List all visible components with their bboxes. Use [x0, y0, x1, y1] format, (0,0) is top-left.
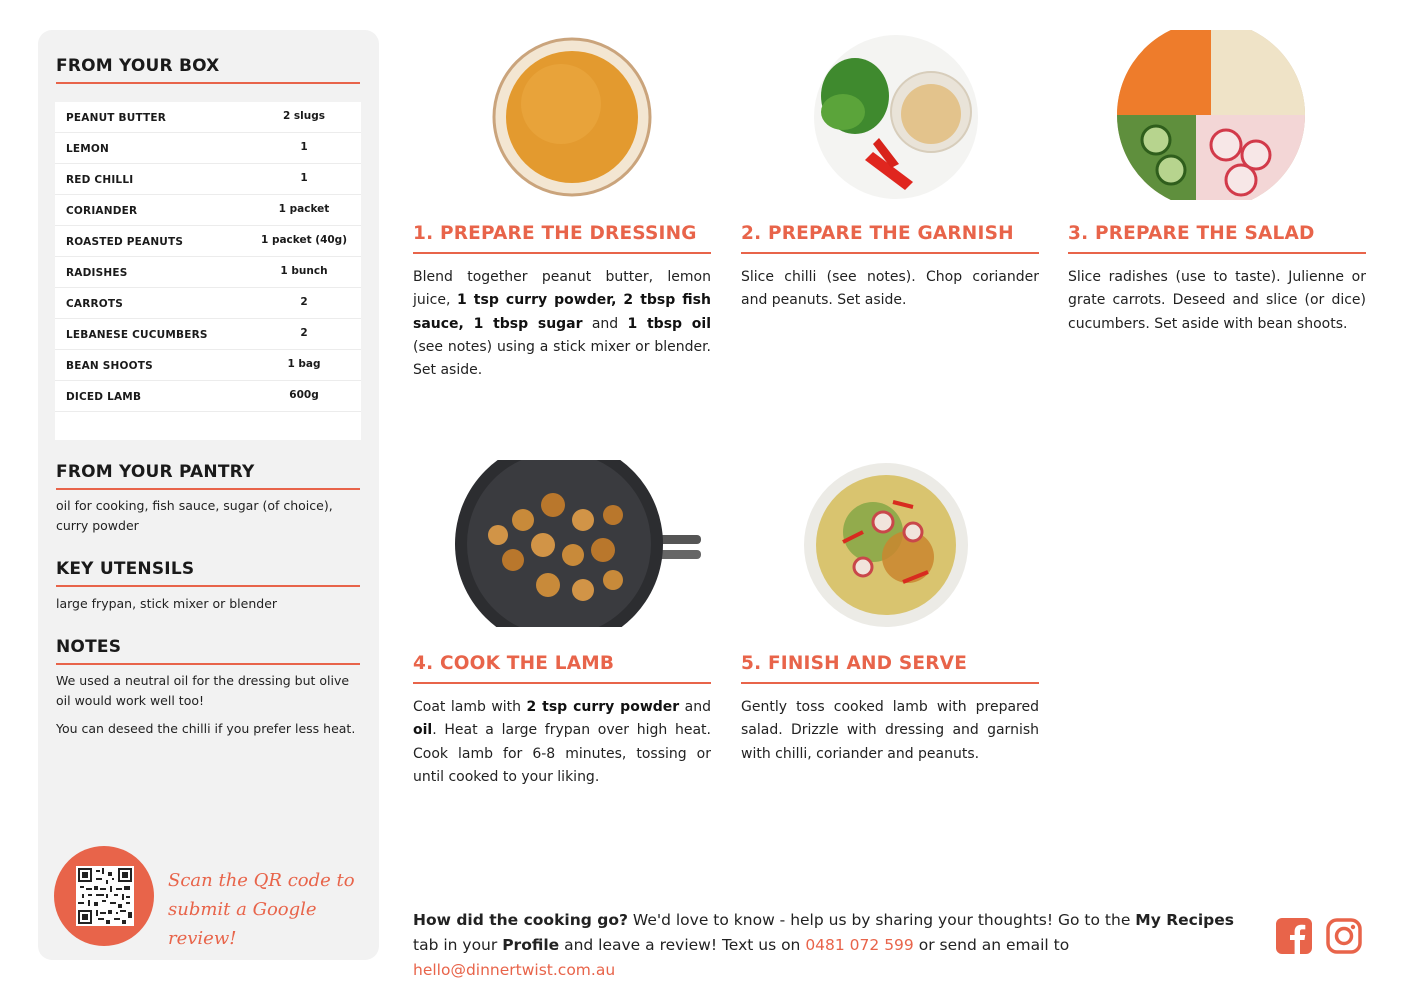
pantry-title-rule: [56, 488, 360, 490]
ingredient-qty: 1 packet: [278, 203, 330, 215]
step-text: Gently toss cooked lamb with prepared salad. Drizzle with dressing and garnish with chilli, coriander and peanuts.: [741, 699, 1039, 762]
facebook-icon[interactable]: [1276, 918, 1312, 954]
note-item: You can deseed the chilli if you prefer less heat.: [56, 721, 356, 736]
ingredient-name: RED CHILLI: [66, 174, 134, 186]
ingredient-name: DICED LAMB: [66, 391, 142, 403]
ingredient-row: [55, 319, 361, 350]
step-text: and: [582, 315, 628, 332]
step-title: 5. FINISH AND SERVE: [741, 653, 968, 674]
step-text-bold: oil: [413, 722, 433, 739]
box-title: FROM YOUR BOX: [56, 56, 220, 76]
step-rule: [413, 682, 711, 684]
dressing-bowl-image: [491, 36, 653, 198]
instagram-icon[interactable]: [1326, 918, 1362, 954]
ingredient-name: LEMON: [66, 143, 110, 155]
ingredient-name: PEANUT BUTTER: [66, 112, 167, 124]
ingredient-qty: 2 slugs: [282, 110, 326, 122]
step-text-bold: 1 tsp curry powder, 2 tbsp fish sauce, 1 tbsp sugar: [413, 292, 711, 332]
notes-title-rule: [56, 663, 360, 665]
salad-ingredients-image: [1116, 30, 1306, 200]
step-2: [741, 30, 1039, 370]
ingredient-name: RADISHES: [66, 267, 128, 279]
ingredient-row: [55, 164, 361, 195]
step-rule: [741, 682, 1039, 684]
step-text: Slice chilli (see notes). Chop coriander and peanuts. Set aside.: [741, 269, 1039, 309]
step-3: [1068, 30, 1366, 370]
ingredient-row: [55, 350, 361, 381]
box-ingredients-table: [55, 102, 361, 440]
utensils-title: KEY UTENSILS: [56, 559, 195, 579]
step-text: Blend together peanut butter, lemon juice,: [413, 269, 711, 309]
notes-title: NOTES: [56, 637, 122, 657]
review-text: We'd love to know - help us by sharing your thoughts! Go to the: [627, 911, 1136, 929]
step-body: [1068, 266, 1366, 336]
qr-caption-line1: Scan the QR code to: [168, 870, 355, 891]
step-title: 3. PREPARE THE SALAD: [1068, 223, 1315, 244]
ingredients-panel: [38, 30, 379, 960]
ingredient-row: [55, 257, 361, 288]
qr-code-icon[interactable]: [76, 866, 134, 926]
step-body: [741, 266, 1039, 313]
box-title-rule: [56, 82, 360, 84]
ingredient-qty: 2: [300, 327, 308, 339]
qr-caption: [168, 866, 368, 953]
ingredient-name: CARROTS: [66, 298, 124, 310]
step-body: [741, 696, 1039, 766]
step-text: and: [679, 699, 711, 715]
ingredient-qty: 600g: [289, 389, 319, 401]
email-link[interactable]: hello@dinnertwist.com.au: [413, 961, 616, 979]
step-text: . Heat a large frypan over high heat. Cook lamb for 6-8 minutes, tossing or until cooked to your liking.: [413, 722, 711, 785]
my-recipes-label: My Recipes: [1135, 911, 1234, 929]
ingredient-qty: 1: [300, 141, 308, 153]
utensils-title-rule: [56, 585, 360, 587]
ingredient-name: LEBANESE CUCUMBERS: [66, 329, 208, 341]
step-body: [413, 266, 711, 382]
ingredient-qty: 1: [300, 172, 308, 184]
ingredient-row: [55, 381, 361, 412]
step-rule: [741, 252, 1039, 254]
review-prompt: [413, 908, 1263, 983]
ingredient-name: BEAN SHOOTS: [66, 360, 153, 372]
ingredient-qty: 1 packet (40g): [260, 234, 347, 246]
ingredient-row: [55, 195, 361, 226]
ingredient-row: [55, 133, 361, 164]
step-text: (see notes) using a stick mixer or blender. Set aside.: [413, 338, 711, 379]
ingredient-row: [55, 102, 361, 133]
ingredient-row: [55, 226, 361, 257]
step-body: [413, 696, 711, 789]
pantry-title: FROM YOUR PANTRY: [56, 462, 255, 482]
step-5: [741, 460, 1039, 800]
finished-dish-image: [803, 462, 969, 628]
qr-caption-line2: submit a Google review!: [168, 899, 317, 949]
step-rule: [413, 252, 711, 254]
step-rule: [1068, 252, 1366, 254]
step-text-bold: 2 tsp curry powder: [526, 699, 680, 715]
review-text: and leave a review! Text us on: [559, 936, 806, 954]
step-text: Slice radishes (use to taste). Julienne or grate carrots. Deseed and slice (or dice) cucumbers. Set aside with bean shoots.: [1068, 269, 1366, 332]
ingredient-qty: 1 bag: [287, 358, 321, 370]
review-text: or send an email to: [913, 936, 1070, 954]
step-text: Coat lamb with: [413, 699, 527, 715]
review-text: tab in your: [413, 936, 503, 954]
ingredient-name: ROASTED PEANUTS: [66, 236, 184, 248]
qr-badge: [54, 846, 154, 946]
step-title: 2. PREPARE THE GARNISH: [741, 223, 1014, 244]
garnish-plate-image: [813, 34, 979, 200]
note-item: We used a neutral oil for the dressing but olive oil would work well too!: [56, 673, 350, 708]
ingredient-qty: 1 bunch: [280, 265, 328, 277]
ingredient-name: CORIANDER: [66, 205, 138, 217]
step-title: 4. COOK THE LAMB: [413, 653, 615, 674]
frypan-lamb-image: [453, 460, 703, 630]
pantry-text: oil for cooking, fish sauce, sugar (of choice), curry powder: [56, 498, 333, 533]
step-1: [413, 30, 712, 379]
step-text-bold: 1 tbsp oil: [627, 315, 712, 332]
ingredient-qty: 2: [300, 296, 308, 308]
profile-label: Profile: [502, 936, 560, 954]
step-title: 1. PREPARE THE DRESSING: [413, 223, 697, 244]
step-4: [413, 460, 711, 800]
phone-link[interactable]: 0481 072 599: [805, 936, 914, 954]
review-question: How did the cooking go?: [413, 911, 628, 929]
ingredient-row: [55, 288, 361, 319]
utensils-text: large frypan, stick mixer or blender: [56, 596, 278, 611]
